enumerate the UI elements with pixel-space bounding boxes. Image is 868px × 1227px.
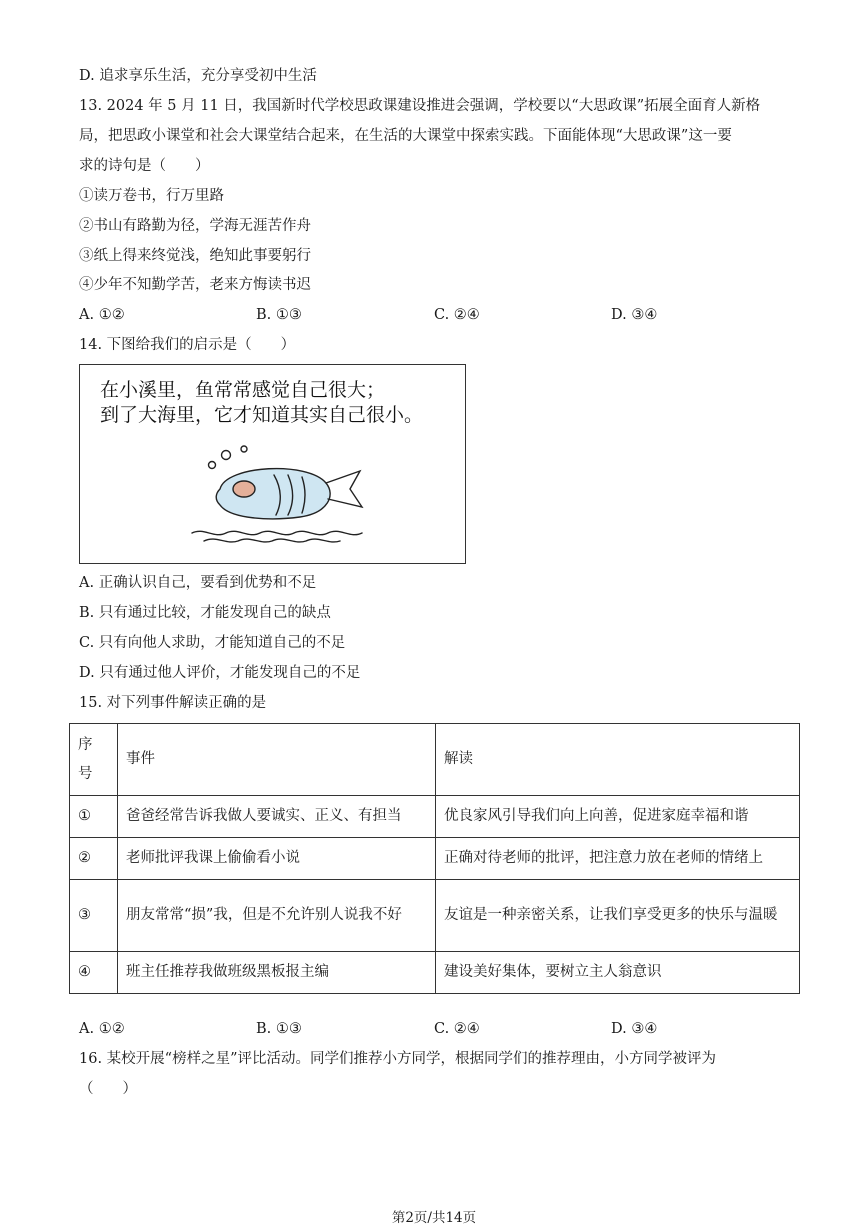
- table-header-row: [70, 724, 800, 796]
- q15-events-table: [69, 723, 800, 994]
- fish-cartoon-illustration: [190, 445, 380, 545]
- row-index: ④: [70, 952, 118, 994]
- page-number: 第2页/共14页: [391, 1210, 477, 1226]
- row-index: ①: [70, 796, 118, 838]
- q13-stem-line-3: 求的诗句是（ ）: [79, 158, 210, 174]
- table-row: [70, 952, 800, 994]
- row-event: 朋友常常“损”我，但是不允许别人说我不好: [118, 880, 436, 952]
- q15-option-c: C. ②④: [434, 1021, 480, 1037]
- header-interpretation: 解读: [436, 724, 800, 796]
- q15-stem: 15. 对下列事件解读正确的是: [79, 695, 267, 711]
- q16-stem-line-2: （ ）: [79, 1081, 137, 1097]
- row-interpretation: 正确对待老师的批评，把注意力放在老师的情绪上: [436, 838, 800, 880]
- q14-stem: 14. 下图给我们的启示是（ ）: [79, 337, 296, 353]
- q12-option-d: D. 追求享乐生活，充分享受初中生活: [79, 68, 317, 84]
- q16-stem-line-1: 16. 某校开展“榜样之星”评比活动。同学们推荐小方同学，根据同学们的推荐理由，小方同学被评为: [79, 1051, 716, 1067]
- table-row: [70, 880, 800, 952]
- q13-option-c: C. ②④: [434, 307, 480, 323]
- q13-item-2: ②书山有路勤为径，学海无涯苦作舟: [79, 218, 311, 234]
- row-index: ②: [70, 838, 118, 880]
- q13-item-4: ④少年不知勤学苦，老来方悔读书迟: [79, 277, 311, 293]
- table-row: [70, 838, 800, 880]
- q13-stem-line-1: 13. 2024 年 5 月 11 日，我国新时代学校思政课建设推进会强调，学校要以“大思政课”拓展全面育人新格: [79, 98, 761, 114]
- q13-options: [79, 305, 799, 325]
- q13-option-d: D. ③④: [611, 307, 658, 323]
- q14-figure: [79, 364, 466, 564]
- q14-option-c: C. 只有向他人求助，才能知道自己的不足: [79, 635, 346, 651]
- row-event: 班主任推荐我做班级黑板报主编: [118, 952, 436, 994]
- q15-option-d: D. ③④: [611, 1021, 658, 1037]
- row-event: 爸爸经常告诉我做人要诚实、正义、有担当: [118, 796, 436, 838]
- row-interpretation: 优良家风引导我们向上向善，促进家庭幸福和谐: [436, 796, 800, 838]
- q13-option-b: B. ①③: [256, 307, 302, 323]
- q15-option-b: B. ①③: [256, 1021, 302, 1037]
- q14-option-b: B. 只有通过比较，才能发现自己的缺点: [79, 605, 331, 621]
- row-event: 老师批评我课上偷偷看小说: [118, 838, 436, 880]
- q13-option-a: A. ①②: [79, 307, 125, 323]
- q13-stem-line-2: 局，把思政小课堂和社会大课堂结合起来，在生活的大课堂中探索实践。下面能体现“大思政课”这一要: [79, 128, 732, 144]
- q14-option-d: D. 只有通过他人评价，才能发现自己的不足: [79, 665, 361, 681]
- header-index: 序号: [70, 724, 118, 796]
- q13-item-3: ③纸上得来终觉浅，绝知此事要躬行: [79, 248, 311, 264]
- q15-option-a: A. ①②: [79, 1021, 125, 1037]
- row-interpretation: 友谊是一种亲密关系，让我们享受更多的快乐与温暖: [436, 880, 800, 952]
- header-event: 事件: [118, 724, 436, 796]
- row-index: ③: [70, 880, 118, 952]
- figure-caption-line-2: 到了大海里，它才知道其实自己很小。: [100, 404, 424, 426]
- q13-item-1: ①读万卷书，行万里路: [79, 188, 224, 204]
- table-row: [70, 796, 800, 838]
- q15-options: [79, 1019, 799, 1039]
- row-interpretation: 建设美好集体，要树立主人翁意识: [436, 952, 800, 994]
- figure-caption-line-1: 在小溪里，鱼常常感觉自己很大；: [100, 379, 386, 401]
- q14-option-a: A. 正确认识自己，要看到优势和不足: [79, 575, 317, 591]
